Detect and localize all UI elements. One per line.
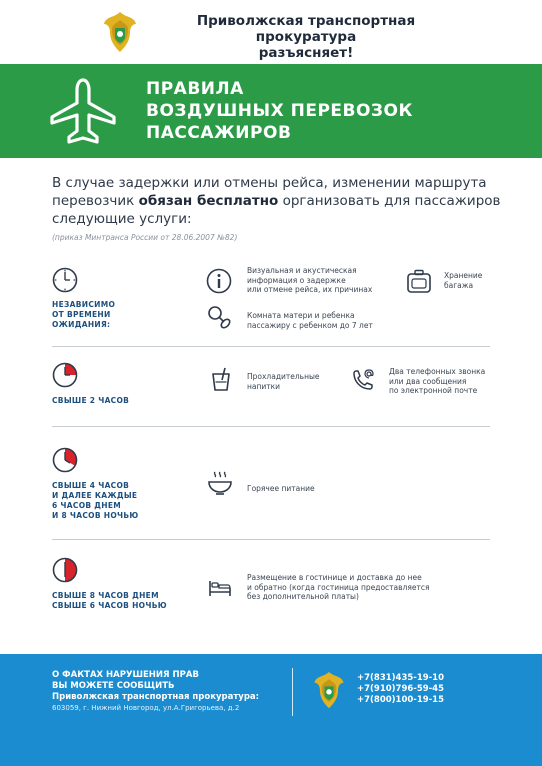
service-luggage-text <box>444 271 482 290</box>
header-title-line2: разъясняет! <box>258 45 354 61</box>
legal-reference: (приказ Минтранса России от 28.06.2007 №82) <box>52 233 238 242</box>
service-text-line: Комната матери и ребенка <box>247 311 355 320</box>
banner-title-line3: ПАССАЖИРОВ <box>146 123 292 143</box>
service-calls-text <box>389 367 485 396</box>
intro-bold: обязан бесплатно <box>138 193 279 209</box>
info-icon <box>206 268 232 294</box>
service-text-line: Прохладительные <box>247 372 320 381</box>
service-text-line: по электронной почте <box>389 386 478 396</box>
banner-title <box>146 78 413 144</box>
service-text-line: без дополнительной платы) <box>247 592 359 602</box>
service-text-line: Размещение в гостинице и доставка до нее <box>247 573 422 582</box>
clock-2h-icon <box>52 362 78 388</box>
time-label-8h <box>52 591 167 611</box>
service-text-line: Хранение <box>444 271 483 280</box>
time-label-always <box>52 300 115 330</box>
time-label-line: СВЫШЕ 8 ЧАСОВ ДНЕМ <box>52 591 159 600</box>
service-hotel-text <box>247 573 429 602</box>
footer-contact-info <box>52 670 259 714</box>
intro-text <box>52 174 502 228</box>
hot-meal-icon <box>207 470 233 496</box>
service-meal-text <box>247 484 315 494</box>
service-drinks-text <box>247 372 320 391</box>
service-text-line: или отмене рейса, их причинах <box>247 285 373 295</box>
time-label-line: ОЖИДАНИЯ: <box>52 320 111 329</box>
airplane-icon <box>48 76 118 146</box>
service-text-line: или два сообщения <box>389 376 467 386</box>
service-text-line: Визуальная и акустическая <box>247 266 357 275</box>
time-label-4h <box>52 481 139 521</box>
footer-organization: Приволжская транспортная прокуратура: <box>52 692 260 702</box>
phone-email-icon <box>350 367 376 393</box>
time-label-line: И ДАЛЕЕ КАЖДЫЕ <box>52 491 138 500</box>
section-divider <box>52 426 490 427</box>
time-label-line: НЕЗАВИСИМО <box>52 300 116 309</box>
drink-icon <box>208 366 234 392</box>
header-title <box>146 13 466 61</box>
banner-title-line2: ВОЗДУШНЫХ ПЕРЕВОЗОК <box>146 101 413 121</box>
service-text-line: пассажиру с ребенком до 7 лет <box>247 320 373 330</box>
prosecutor-emblem-icon <box>312 670 346 710</box>
time-label-line: СВЫШЕ 6 ЧАСОВ НОЧЬЮ <box>52 601 167 610</box>
time-label-line: 6 ЧАСОВ ДНЕМ <box>52 501 122 510</box>
bed-icon <box>207 574 233 600</box>
header <box>0 0 542 64</box>
intro-part2: организовать для пассажиров следующие услуги: <box>52 193 501 227</box>
service-info-text <box>247 266 372 295</box>
footer-divider <box>292 668 293 716</box>
footer-heading-line1: О ФАКТАХ НАРУШЕНИЯ ПРАВ <box>52 670 199 680</box>
clock-icon <box>52 267 78 293</box>
time-label-line: СВЫШЕ 4 ЧАСОВ <box>52 481 130 490</box>
phone-number[interactable]: +7(831)435-19-10 <box>357 673 445 683</box>
clock-8h-icon <box>52 557 78 583</box>
clock-4h-icon <box>52 447 78 473</box>
service-text-line: багажа <box>444 280 474 290</box>
footer-heading-line2: ВЫ МОЖЕТЕ СООБЩИТЬ <box>52 681 175 691</box>
banner-title-line1: ПРАВИЛА <box>146 79 244 99</box>
time-label-line: ОТ ВРЕМЕНИ <box>52 310 111 319</box>
pacifier-icon <box>206 304 232 330</box>
header-title-line1: Приволжская транспортная прокуратура <box>196 13 416 45</box>
time-label-line: И 8 ЧАСОВ НОЧЬЮ <box>52 511 139 520</box>
prosecutor-emblem-icon <box>102 10 138 54</box>
time-label-2h <box>52 396 129 406</box>
footer-phones <box>357 673 444 706</box>
luggage-icon <box>406 268 432 294</box>
intro-part1: В случае задержки или отмены рейса, изменении маршрута перевозчик <box>52 175 487 209</box>
section-divider <box>52 539 490 540</box>
footer-address: 603059, г. Нижний Новгород, ул.А.Григорьева, д.2 <box>52 704 240 712</box>
section-divider <box>52 346 490 347</box>
service-text-line: напитки <box>247 381 281 391</box>
service-text-line: информация о задержке <box>247 275 346 285</box>
service-mother-room-text <box>247 311 373 330</box>
phone-number[interactable]: +7(800)100-19-15 <box>357 695 445 705</box>
phone-number[interactable]: +7(910)796-59-45 <box>357 684 445 694</box>
service-text-line: и обратно (когда гостиница предоставляется <box>247 582 430 592</box>
time-label-line: СВЫШЕ 2 ЧАСОВ <box>52 396 130 405</box>
service-text-line: Горячее питание <box>247 484 315 493</box>
service-text-line: Два телефонных звонка <box>389 367 486 376</box>
